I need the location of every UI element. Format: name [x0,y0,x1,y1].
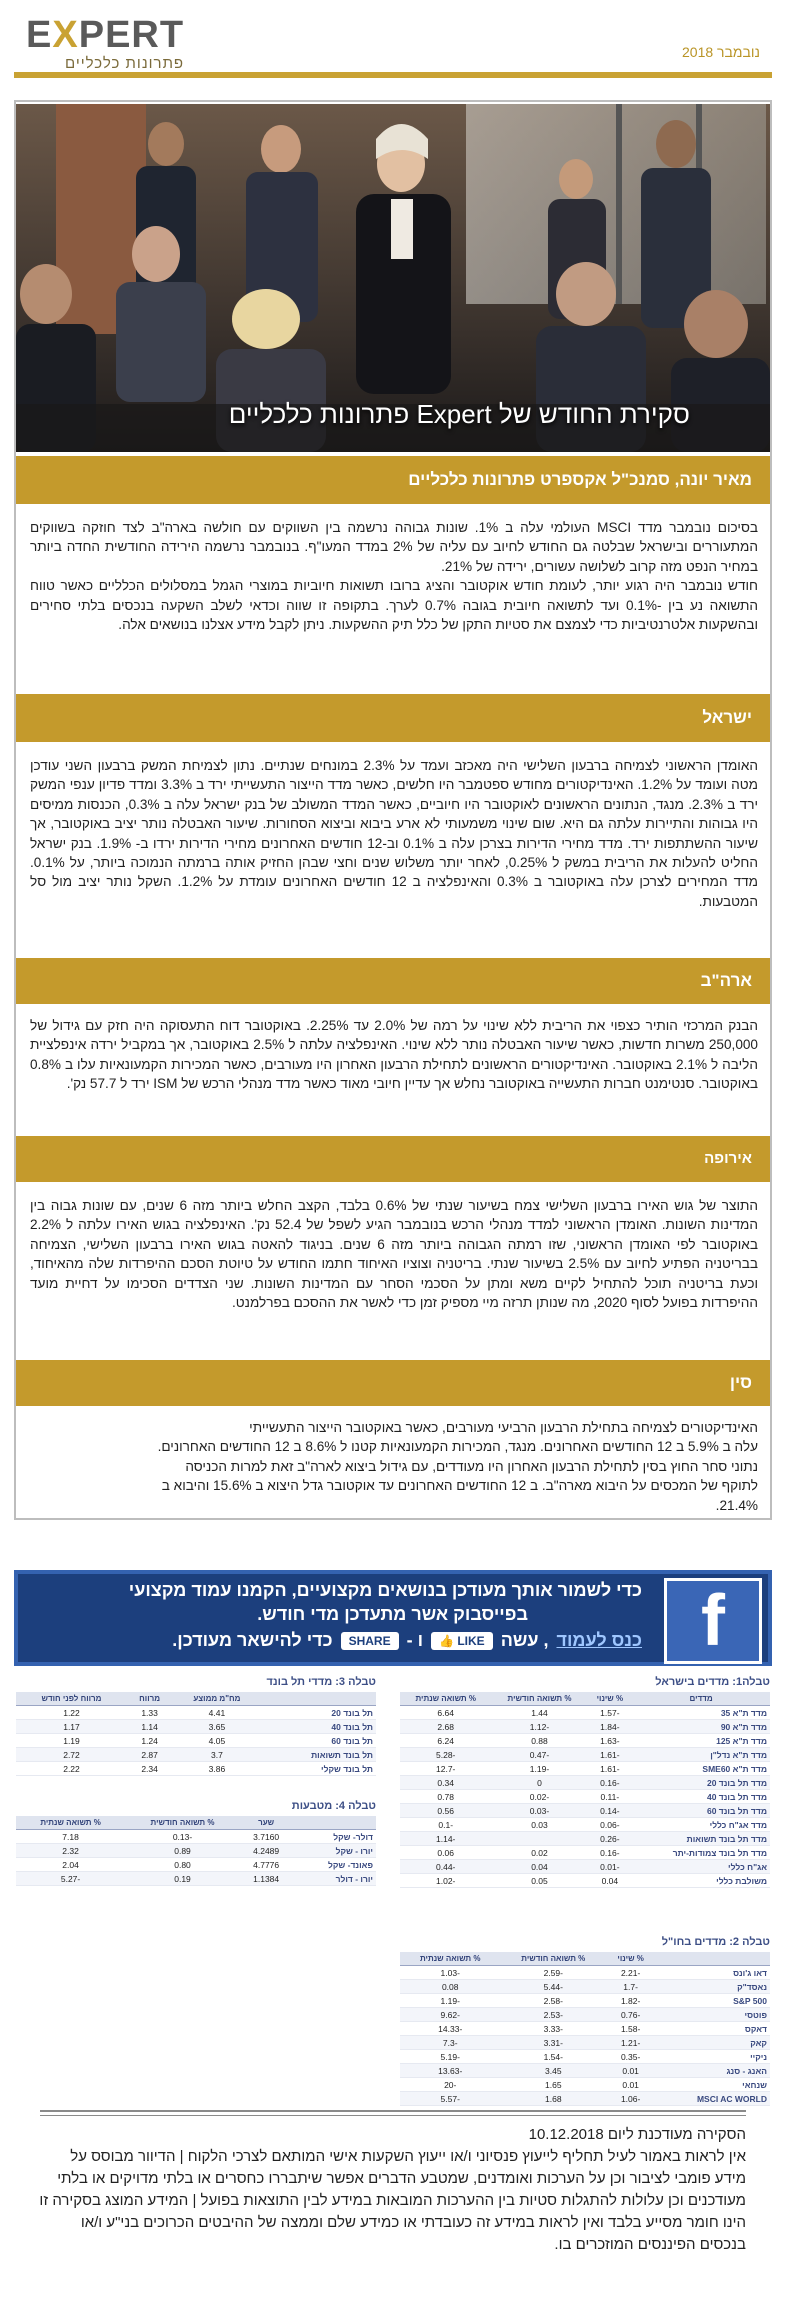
table-cell: -1.12 [491,1720,587,1734]
logo-tagline: פתרונות כלכליים [64,55,185,72]
table-row [400,1874,770,1888]
row-label: תל בונד תשואות [262,1748,376,1762]
table-cell: 3.65 [172,1720,261,1734]
row-label: מדד תל בונד 40 [632,1790,770,1804]
table-row [400,1706,770,1720]
europe-heading-band [16,1136,770,1182]
table2-col-header: % תשואה שנתית [400,1952,500,1966]
like-label: LIKE [457,1633,485,1648]
table4-col-header: % תשואה שנתית [16,1816,125,1830]
table-3 [16,1692,376,1776]
table-row [400,1790,770,1804]
row-label: שנחאי [655,2078,770,2092]
table-cell: 1.68 [500,2092,606,2106]
table-cell: 4.2489 [240,1844,292,1858]
facebook-banner[interactable] [14,1570,772,1666]
row-label: דאו ג'ונס [655,1966,770,1980]
table-cell: -3.31 [500,2036,606,2050]
table-cell: 3.86 [172,1762,261,1776]
china-line-5: 21.4%. [715,1497,758,1513]
row-label: יורו - דולר [292,1872,376,1886]
table-row [400,1966,770,1980]
table-row [400,1832,770,1846]
table2-col-header: % שינוי [606,1952,655,1966]
table-cell: -1.03 [400,1966,500,1980]
table3-col-header: מח"מ ממוצע [172,1692,261,1706]
facebook-icon[interactable]: f [664,1578,762,1664]
table-cell: 1.22 [16,1706,127,1720]
table-row [400,2078,770,2092]
hero-caption: סקירת החודש של Expert פתרונות כלכליים [228,399,690,429]
row-label: מדד תל בונד צמודות-יתר [632,1846,770,1860]
table-cell: 2.34 [127,1762,172,1776]
table-cell: 0.19 [125,1872,240,1886]
row-label: פוטסי [655,2008,770,2022]
row-label: מדד תל בונד 60 [632,1804,770,1818]
table-cell: -1.06 [606,2092,655,2106]
table1-col-header: % תשואה חודשית [491,1692,587,1706]
table-cell: -7.3 [400,2036,500,2050]
usa-text: הבנק המרכזי הותיר כצפוי את הריבית ללא שינוי על רמה של 2.0% עד 2.25%. באוקטובר דוח התעסוקה היה חזק עם גידול של 250,000 משרות חדשות, כאשר שיעור האבטלה נותר ללא שינוי. האינפלציה עלתה ל 2.5% באוקטובר, אך במקביל ירדה אינפלציית הליבה ל 2.1% באוקטובר. האינדיקטורים הראשונים לתחילת הרבעון האחרון היו מעורבים, כאשר המכירות הקמעונאיות עלו ב 0.8% באוקטובר. סנטימנט חברות התעשייה באוקטובר נחלש אך עדיין חיובי מאוד כאשר מדד מנהלי הרכש של ISM ירד ל 57.7 נק'. [30,1018,758,1092]
table-row [400,1860,770,1874]
row-label: דאקס [655,2022,770,2036]
table-row [400,2092,770,2106]
table-row [16,1762,376,1776]
table-cell: 0.01 [606,2078,655,2092]
row-label: S&P 500 [655,1994,770,2008]
table-row [400,2008,770,2022]
table-cell: -0.47 [491,1748,587,1762]
table-1 [400,1692,770,1888]
table-cell: -1.21 [606,2036,655,2050]
israel-heading: ישראל [702,708,752,727]
table4-col-header [292,1816,376,1830]
israel-section [30,756,758,911]
table-cell: -5.57 [400,2092,500,2106]
table-row [400,1818,770,1832]
table-cell: -1.84 [588,1720,633,1734]
table-cell: 2.87 [127,1748,172,1762]
table-cell: 0.78 [400,1790,491,1804]
table-cell: -0.26 [588,1832,633,1846]
row-label: מדד תל בונד תשואות [632,1832,770,1846]
table-cell: -0.03 [491,1804,587,1818]
table-cell: -1.58 [606,2022,655,2036]
table-cell: -1.02 [400,1874,491,1888]
table-cell: -14.33 [400,2022,500,2036]
header [14,8,772,78]
table-row [400,1734,770,1748]
header-divider [14,72,772,78]
table-row [16,1830,376,1844]
row-label: מדד ת"א SME60 [632,1762,770,1776]
table-cell: 1.14 [127,1720,172,1734]
china-heading-band [16,1360,770,1406]
table-cell: 0 [491,1776,587,1790]
row-label: פאונד- שקל [292,1858,376,1872]
row-label: מדד ת"א 90 [632,1720,770,1734]
intro-paragraph-2: חודש נובמבר היה רגוע יותר, לעומת חודש אוקטובר והציג ברובו תשואות חיוביות במוצרי הגמל במסלולים הכלליים כאשר טווח התשואה נע בין -0.1% ועד לתשואה חיובית בגובה 0.7% לערך. בתקופה זו שווה וכדאי לשלב השקעה בנכסים בלתי סחירים ובהשקעות אלטרנטיביות כדי לצמצם את סטיות התקן של כלל תיק ההשקעות. ניתן לקבל מידע אצלנו בנושאים אלה. [30,578,759,633]
table-cell: 0.02 [491,1846,587,1860]
row-label: MSCI AC WORLD [655,2092,770,2106]
table-cell: 1.24 [127,1734,172,1748]
row-label: מדד ת"א 35 [632,1706,770,1720]
table-cell: 1.44 [491,1706,587,1720]
table-cell: -2.53 [500,2008,606,2022]
table-row [16,1872,376,1886]
table4-col-header: % תשואה חודשית [125,1816,240,1830]
thumbs-up-icon: 👍 [439,1633,454,1648]
row-label: מדד ת"א נדל"ן [632,1748,770,1762]
china-line-2: עלה ב 5.9% ב 12 החודשים האחרונים. מנגד, המכירות הקמעונאיות קטנו ל 8.6% ב 12 החודשים האחרונים. [157,1439,758,1455]
table-cell: -20 [400,2078,500,2092]
table-row [16,1858,376,1872]
table-row [400,1980,770,1994]
footer [38,2124,746,2256]
table-cell: 0.04 [491,1860,587,1874]
table-cell: 2.72 [16,1748,127,1762]
table-cell: -1.14 [400,1832,491,1846]
table-row [400,1994,770,2008]
table-tel-bond [16,1676,376,1776]
table-cell: -5.19 [400,2050,500,2064]
table-row [400,1776,770,1790]
europe-text: התוצר של גוש האירו ברבעון השלישי צמח בשיעור שנתי של 0.6% בלבד, הקצב החלש ביותר מזה 6 שנים, עם שונות גבוה בין המדינות השונות. האומדן הראשוני למדד מנהלי הרכש בנובמבר הגיע לשפל של 52.4 נק'. האינפלציה בגוש האירו עלתה ל 2.2% באוקטובר לפי האומדן הראשוני, שזו רמתה הגבוהה ביותר מזה 6 שנים. בניגוד להאטה בגוש האירו ברבעון השלישי, הצמיחה בבריטניה הפתיע לחיוב עם 2.5% בשיעור שנתי. בריטניה וצוציו האיחוד חתמו החודש על טיוטת הסכם ההיפרדות שלה מהאיחוד, וכעת בריטניה תוכל להתחיל לקיים משא ומתן על הסכמי הסחר עם המדינות השונות. שני הצדדים הסכימו על דחיית מועד ההיפרדות בפועל לסוף 2020, מה שנותן תרזה מיי מספיק זמן כדי לאשר את ההסכם בפרלמנט. [30,1198,758,1311]
table-cell: 1.17 [16,1720,127,1734]
table-row [400,2064,770,2078]
table-cell: -2.58 [500,1994,606,2008]
hero-image [16,104,770,452]
europe-section [30,1196,758,1312]
table-row [400,1846,770,1860]
table-cell: -2.21 [606,1966,655,1980]
table1-col-header: מדדים [632,1692,770,1706]
row-label: תל בונד 60 [262,1734,376,1748]
table-4-title: טבלה 4: מטבעות [291,1800,376,1812]
table-row [400,1748,770,1762]
china-line-3: נתוני סחר החוץ בסין לתחילת הרבעון האחרון היו מעודדים, עם גידול ביצוא לארה"ב זאת למרות הכניסה [185,1458,758,1474]
table-cell: -0.13 [125,1830,240,1844]
table-cell: 6.24 [400,1734,491,1748]
table-cell: -1.63 [588,1734,633,1748]
table-2-title: טבלה 2: מדדים בחו"ל [661,1936,770,1948]
table2-col-header [655,1952,770,1966]
facebook-line-1: כדי לשמור אותך מעודכן בנושאים מקצועיים, הקמנו עמוד מקצועי [128,1580,642,1600]
table-cell: -0.16 [588,1776,633,1790]
table-cell: 2.04 [16,1858,125,1872]
table-cell: -0.02 [491,1790,587,1804]
table-cell: -0.16 [588,1846,633,1860]
table3-col-header [262,1692,376,1706]
table-cell: -0.06 [588,1818,633,1832]
facebook-do-text: , עשה [500,1630,549,1650]
table-cell: -0.1 [400,1818,491,1832]
table-3-title: טבלה 3: מדדי תל בונד [266,1676,376,1688]
table-cell: 1.65 [500,2078,606,2092]
table-row [400,2022,770,2036]
disclaimer-text: אין לראות באמור לעיל תחליף לייעוץ פנסיוני ו/או ייעוץ השקעות אישי המותאם לצרכי הלקוח | הדיוור מבוסס על מידע פומבי לציבור וכן על הערכות ואומדנים, שמטבע הדברים אפשר שיתבררו כחסרים או בלתי מדויקים או בלתי מעודכנים וכן עלולות להתגלות סטיות בין ההערכות המובאות במידע לבין התוצאות בפועל | המידע המוצג בסקירה זו הינו חומר מסייע בלבד ואין לראות במידע זה כעובדתי או כמידע שלם וממצה של ההיבטים הכרוכים בני"ע ו/או בנכסים הפיננסים המוזכרים בו. [39,2148,746,2253]
footer-divider [40,2110,746,2112]
table-cell: 0.05 [491,1874,587,1888]
table-cell: 1.1384 [240,1872,292,1886]
table-cell: 0.80 [125,1858,240,1872]
table-row [16,1734,376,1748]
table-cell: -1.82 [606,1994,655,2008]
row-label: מדד אג"ח כללי [632,1818,770,1832]
footer-divider-thin [40,2115,746,2116]
table4-col-header: שער [240,1816,292,1830]
table-cell: 3.7 [172,1748,261,1762]
table-4 [16,1816,376,1886]
usa-section [30,1016,758,1094]
table-1-title: טבלה1: מדדים בישראל [655,1676,770,1688]
intro-paragraph-1: בסיכום נובמבר מדד MSCI העולמי עלה ב 1%. שונות גבוהה נרשמה בין השווקים עם חולשה בארה"ב לצד חוזקה בשווקים המתעוררים ובישראל שבלטה גם החודש לחיוב עם עליה של 2% במדד המעו"ף. בנובמבר נרשמה הירידה החודשית החדה ביותר במחיר הנפט מזה קרוב לשלושה עשורים, ירידה של 21%. [30,520,758,574]
table-cell: 1.19 [16,1734,127,1748]
china-line-4: לתוקף של המכסים על היבוא מארה"ב. ב 12 החודשים האחרונים עד אוקטובר גדל היצוא ב 15.6% והיבוא ב [161,1478,758,1494]
table-cell: 4.41 [172,1706,261,1720]
table-row [16,1706,376,1720]
table-cell: 2.68 [400,1720,491,1734]
table-2 [400,1952,770,2106]
facebook-line-2: בפייסבוק אשר מתעדכן מדי חודש. [257,1604,528,1624]
table-cell: 3.45 [500,2064,606,2078]
table-cell: -12.7 [400,1762,491,1776]
table-cell: -0.01 [588,1860,633,1874]
table-row [400,1804,770,1818]
table-cell: -9.62 [400,2008,500,2022]
table-cell: -1.7 [606,1980,655,1994]
table-cell [491,1832,587,1846]
intro-heading-band [16,456,770,504]
china-section [30,1418,758,1515]
table-cell: 0.56 [400,1804,491,1818]
row-label: תל בונד 40 [262,1720,376,1734]
table-cell: 2.22 [16,1762,127,1776]
table-cell: 6.64 [400,1706,491,1720]
logo-word: EXPERT [26,14,185,56]
table-cell: -1.57 [588,1706,633,1720]
table-cell: 4.05 [172,1734,261,1748]
table-cell: -5.27 [16,1872,125,1886]
facebook-and-text: ו - [406,1630,424,1650]
row-label: נאסד"ק [655,1980,770,1994]
israel-text: האומדן הראשוני לצמיחה ברבעון השלישי היה מאכזב ועמד על 2.3% במונחים שנתיים. נתון לצמיחת המשק ברבעון השני עודכן מטה ועומד על 1.2%. האינדיקטורים מחודש ספטמבר היו חלשים, כאשר מדד הייצור התעשייתי ירד ב 3.3% ומדד פדיון ענפי המשק ירד ב 2.3%. מנגד, הנתונים הראשונים לאוקטובר היו חיוביים, כאשר המדד המשולב של בנק ישראל עלה ב 0.3%, הכנסות ממיסים היו גבוהות והתיירות עלתה גם היא. שום שינוי משמעותי לא ארע ביבוא וביצוא הסחורות. שיעור האבטלה נותר יציב באוקטובר, אך שיעור ההשתתפות ירד. מדד מחירי הדירות בצרכן עלה ב 0.1% וב-12 חודשים האחרונים מחירי הדירות ירדו ב- 1.9%. בנק ישראל החליט להעלות את הריבית במשק ל 0.25%, לאחר יותר משלוש שנים וחצי שבהן החזיק אותה ברמתה הנמוכה ביותר, על 0.1%. מדד המחירים לצרכן עלה באוקטובר ב 0.3% והאינפלציה ב 12 חודשים האחרונים עומדת על 1.2%. השקל נותר יציב מול סל המטבעות. [30,758,759,909]
row-label: האנג - סנג [655,2064,770,2078]
table-row [400,1762,770,1776]
table-cell: -0.76 [606,2008,655,2022]
table-cell: 0.06 [400,1846,491,1860]
row-label: מדד ת"א 125 [632,1734,770,1748]
table-cell: 0.03 [491,1818,587,1832]
table-cell: 0.04 [588,1874,633,1888]
europe-heading: אירופה [704,1150,752,1167]
table-cell: -0.35 [606,2050,655,2064]
table-currencies [16,1800,376,1886]
table-cell: -3.33 [500,2022,606,2036]
row-label: יורו - שקל [292,1844,376,1858]
table3-col-header: מרווח לפני חודש [16,1692,127,1706]
like-button[interactable] [431,1632,493,1650]
row-label: משולבת כללי [632,1874,770,1888]
share-button[interactable]: SHARE [341,1632,399,1650]
row-label: תל בונד 20 [262,1706,376,1720]
table-cell: 0.88 [491,1734,587,1748]
table1-col-header: % תשואה שנתית [400,1692,491,1706]
table-cell: 4.7776 [240,1858,292,1872]
row-label: מדד תל בונד 20 [632,1776,770,1790]
expert-logo [26,14,184,72]
table-cell: -1.19 [491,1762,587,1776]
table-row [400,1720,770,1734]
table-cell: 1.33 [127,1706,172,1720]
table-cell: 0.01 [606,2064,655,2078]
intro-heading: מאיר יונה, סמנכ"ל אקספרט פתרונות כלכליים [408,470,752,489]
table-cell: -1.54 [500,2050,606,2064]
facebook-stay-updated-text: כדי להישאר מעודכן. [172,1630,333,1650]
table2-col-header: % תשואה חודשית [500,1952,606,1966]
table3-col-header: מרווח [127,1692,172,1706]
table-cell: 0.08 [400,1980,500,1994]
facebook-page-link[interactable]: כנס לעמוד [556,1630,642,1650]
table-cell: 0.34 [400,1776,491,1790]
israel-heading-band [16,694,770,742]
row-label: קאק [655,2036,770,2050]
table-cell: -13.63 [400,2064,500,2078]
row-label: דולר- שקל [292,1830,376,1844]
table-row [16,1748,376,1762]
usa-heading: ארה"ב [700,971,752,990]
table-cell: -1.61 [588,1762,633,1776]
table-cell: -1.61 [588,1748,633,1762]
table-row [400,2036,770,2050]
table-row [400,2050,770,2064]
table-cell: -0.44 [400,1860,491,1874]
table-cell: -0.14 [588,1804,633,1818]
row-label: ניקיי [655,2050,770,2064]
usa-heading-band [16,958,770,1004]
table-cell: 0.89 [125,1844,240,1858]
intro-section [30,518,758,634]
table-row [16,1720,376,1734]
table-cell: -5.44 [500,1980,606,1994]
china-heading: סין [729,1373,752,1392]
table-cell: 2.32 [16,1844,125,1858]
table-global-indices [400,1936,770,2106]
table-cell: 3.7160 [240,1830,292,1844]
table-cell: -5.28 [400,1748,491,1762]
china-line-1: האינדיקטורים לצמיחה בתחילת הרבעון הרביעי מעורבים, כאשר באוקטובר הייצור התעשייתי [249,1420,758,1435]
table-cell: 7.18 [16,1830,125,1844]
update-date-line: הסקירה מעודכנת ליום 10.12.2018 [528,2126,746,2143]
table-cell: -0.11 [588,1790,633,1804]
table-cell: -2.59 [500,1966,606,1980]
issue-date: נובמבר 2018 [682,44,760,60]
row-label: אג"ח כללי [632,1860,770,1874]
row-label: תל בונד שקלי [262,1762,376,1776]
facebook-line-3 [172,1630,642,1651]
table-cell: -1.19 [400,1994,500,2008]
table1-col-header: % שינוי [588,1692,633,1706]
table-israel-indices [400,1676,770,1888]
table-row [16,1844,376,1858]
